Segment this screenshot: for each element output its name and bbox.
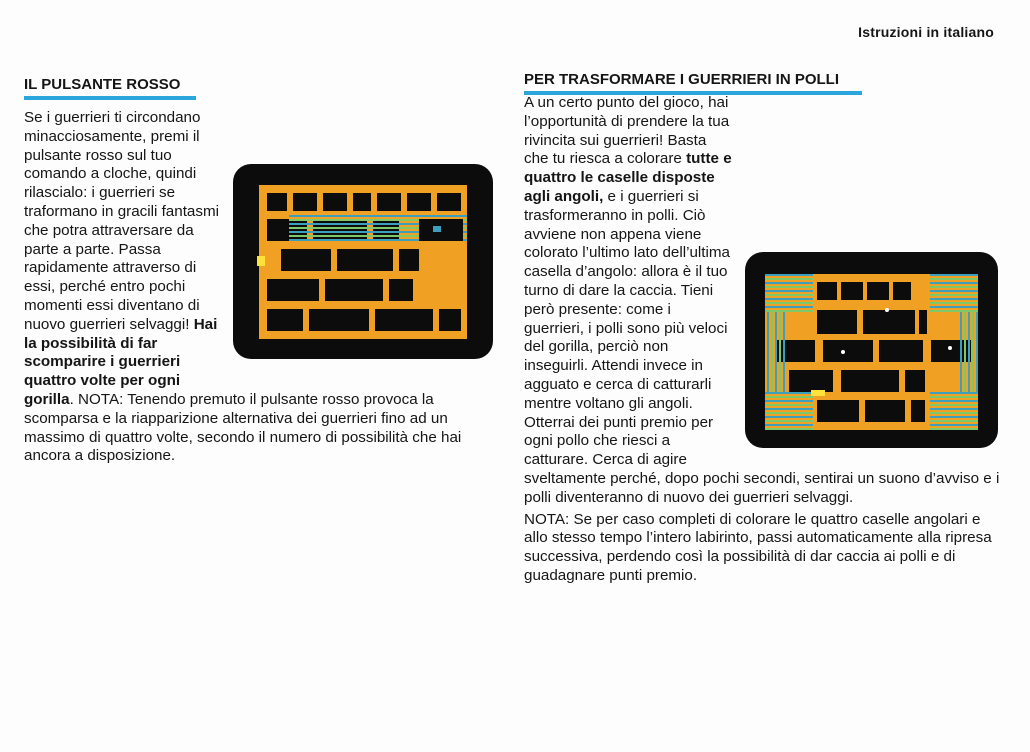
paragraph-note-chickens: NOTA: Se per caso completi di colorare le quattro caselle angolari e allo stesso tempo l’intero labirinto, passi automaticamente alla ripresa successiva, perdendo così la possibilità di dar caccia ai polli e di guadagnare punti premio. xyxy=(524,510,992,584)
paragraph-text: e i guerrieri si trasformeranno in polli. Ciò avviene non appena viene colorato l’ultimo lato dell’ultima casella d’angolo: allora è il tuo turno di dare la caccia. Tieni però presente: come i guerrieri, i polli sono più veloci del gorilla, perciò non inseguirli. Attendi invece in agguato e cerca di catturarli mentre voltano gli angoli. Otterrai dei punti premio per ogni pollo che riesci a catturare. Cerca di agire sveltamente perché, dopo pochi secondi, sentirai un suono d’avviso e i polli diventeranno di nuovo dei guerrieri selvaggi. xyxy=(524,187,1000,506)
paragraph-text: A un certo punto del gioco, hai l’opportunità di prendere la tua rivincita sui guerrieri! Basta che tu riesca a colorare xyxy=(524,94,730,168)
page-header-label: Istruzioni in italiano xyxy=(858,24,994,40)
section-title-red-button: IL PULSANTE ROSSO xyxy=(24,76,196,100)
wrap-spacer xyxy=(740,244,1002,464)
section-title-chickens: PER TRASFORMARE I GUERRIERI IN POLLI xyxy=(524,71,862,95)
paragraph-bold-text: Hai la possibilità di far scomparire i guerrieri quattro volte per ogni gorilla xyxy=(24,315,218,408)
paragraph-text: . NOTA: Tenendo premuto il pulsante rosso provoca la scomparsa e la riapparizione alternativa dei guerrieri fino ad un massimo di quattro volte, secondo il numero di possibilità che hai ancora a disposizione. xyxy=(24,390,462,465)
paragraph-chickens xyxy=(524,94,1002,508)
text-block-red-button xyxy=(24,109,494,466)
section-red-button xyxy=(24,76,494,100)
paragraph-red-button xyxy=(24,109,494,466)
section-chickens xyxy=(524,71,1004,95)
paragraph-bold-text: tutte e quattro le caselle disposte agli angoli, xyxy=(524,150,732,205)
text-block-chickens xyxy=(524,94,1002,586)
paragraph-text: Se i guerrieri ti circondano minacciosamente, premi il pulsante rosso sul tuo comando a cloche, quindi rilascialo: i guerrieri se traformano in gracili fantasmi che potra attraversare da parte a parte. Passa rapidamente attraverso di essi, perché entro pochi momenti essi diventano di nuovo guerrieri selvaggi! xyxy=(24,109,219,333)
wrap-spacer xyxy=(226,147,494,383)
